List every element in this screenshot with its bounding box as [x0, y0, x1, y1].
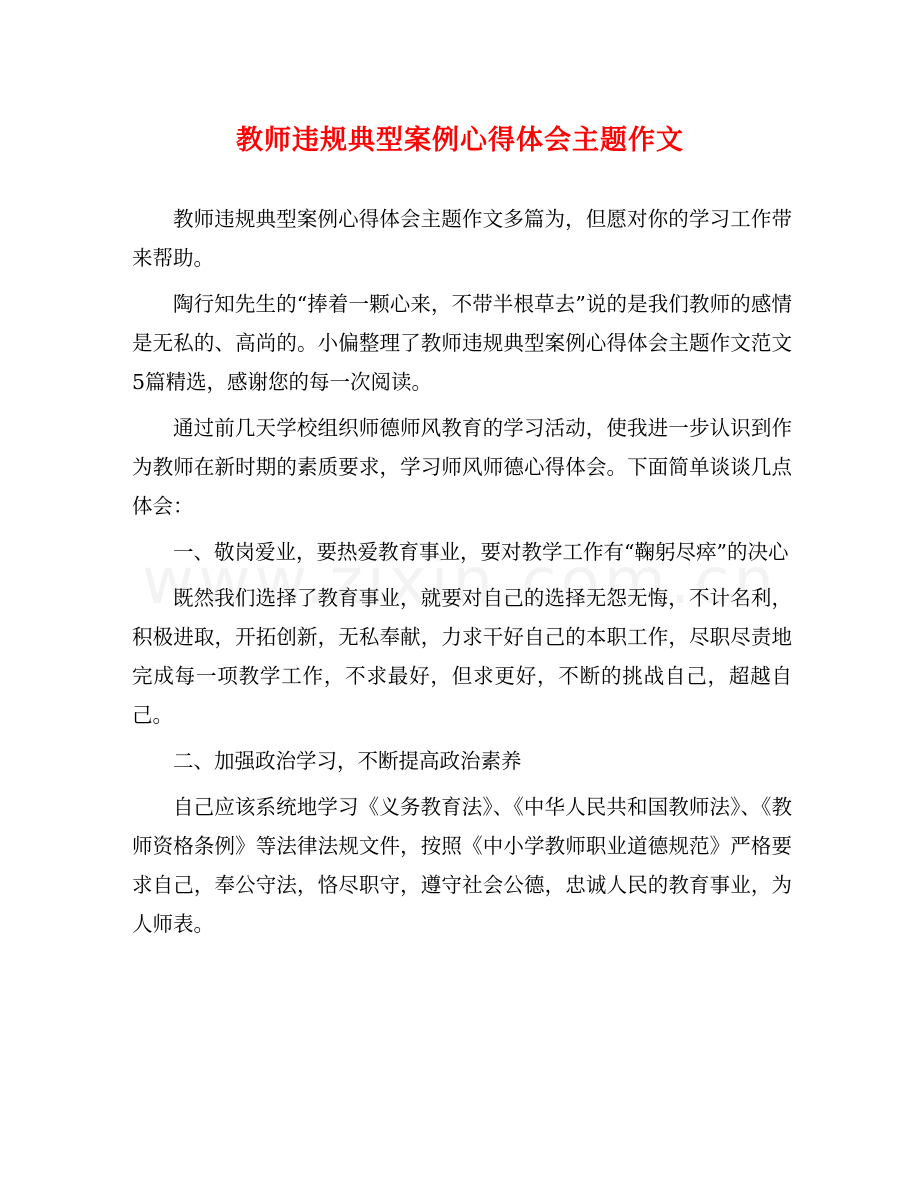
document-body — [132, 200, 792, 951]
document-title: 教师违规典型案例心得体会主题作文 — [236, 125, 684, 156]
section-heading-1: 一、敬岗爱业，要热爱教育事业，要对教学工作有“鞠躬尽瘁”的决心 — [173, 540, 789, 564]
paragraph-study-activity: 通过前几天学校组织师德师风教育的学习活动，使我进一步认识到作为教师在新时期的素质要求，学习师风师德心得体会。下面简单谈谈几点体会： — [132, 416, 792, 518]
paragraph-tao-xingzhi: 陶行知先生的“捧着一颗心来，不带半根草去”说的是我们教师的感情是无私的、高尚的。小偏整理了教师违规典型案例心得体会主题作文范文5篇精选，感谢您的每一次阅读。 — [132, 292, 792, 394]
paragraph-dedication: 既然我们选择了教育事业，就要对自己的选择无怨无悔，不计名利，积极进取，开拓创新，无私奉献，力求干好自己的本职工作，尽职尽责地完成每一项教学工作，不求最好，但求更好，不断的挑战自己，超越自己。 — [132, 586, 792, 727]
paragraph-laws: 自己应该系统地学习《义务教育法》、《中华人民共和国教师法》、《教师资格条例》等法律法规文件，按照《中小学教师职业道德规范》严格要求自己，奉公守法，恪尽职守，遵守社会公德，忠诚人民的教育事业，为人师表。 — [132, 795, 792, 936]
section-heading-2: 二、加强政治学习，不断提高政治素养 — [173, 749, 522, 773]
paragraph-intro: 教师违规典型案例心得体会主题作文多篇为，但愿对你的学习工作带来帮助。 — [132, 207, 792, 270]
